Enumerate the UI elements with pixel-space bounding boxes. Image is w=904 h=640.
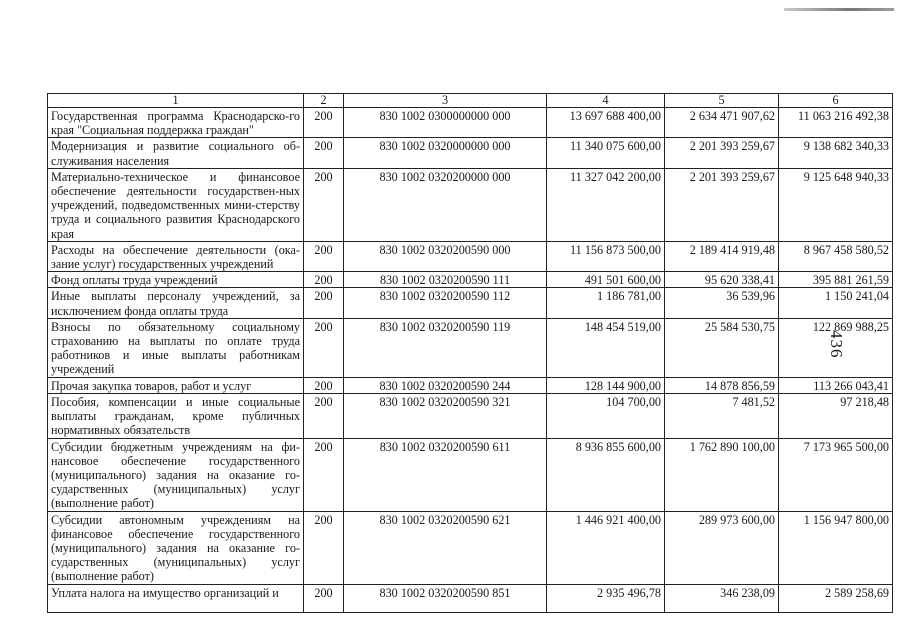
row-col2: 200	[304, 272, 344, 288]
table-row	[48, 584, 893, 612]
row-col2: 200	[304, 394, 344, 439]
row-col2: 200	[304, 288, 344, 318]
table-row	[48, 394, 893, 439]
row-value-5: 14 878 856,59	[665, 377, 779, 393]
row-value-4: 148 454 519,00	[547, 318, 665, 377]
column-header: 2	[304, 94, 344, 108]
row-value-6: 9 125 648 940,33	[779, 168, 893, 241]
row-value-6: 2 589 258,69	[779, 584, 893, 612]
row-col2: 200	[304, 138, 344, 168]
page-number: 436	[827, 330, 846, 359]
row-value-6: 9 138 682 340,33	[779, 138, 893, 168]
row-value-4: 104 700,00	[547, 394, 665, 439]
row-value-4: 11 156 873 500,00	[547, 241, 665, 271]
row-code: 830 1002 0320200590 621	[344, 511, 547, 584]
row-value-4: 2 935 496,78	[547, 584, 665, 612]
table-row	[48, 288, 893, 318]
row-value-5: 25 584 530,75	[665, 318, 779, 377]
row-value-6: 395 881 261,59	[779, 272, 893, 288]
row-code: 830 1002 0320200590 112	[344, 288, 547, 318]
column-header: 6	[779, 94, 893, 108]
row-code: 830 1002 0320200000 000	[344, 168, 547, 241]
row-name: Прочая закупка товаров, работ и услуг	[48, 377, 304, 393]
row-value-5: 1 762 890 100,00	[665, 438, 779, 511]
row-col2: 200	[304, 584, 344, 612]
row-value-4: 128 144 900,00	[547, 377, 665, 393]
row-code: 830 1002 0320200590 000	[344, 241, 547, 271]
row-value-6: 1 156 947 800,00	[779, 511, 893, 584]
row-value-5: 95 620 338,41	[665, 272, 779, 288]
row-code: 830 1002 0320000000 000	[344, 138, 547, 168]
row-col2: 200	[304, 377, 344, 393]
row-name: Субсидии бюджетным учреждениям на фи-нансовое обеспечение государственного (муниципального) задания на оказание го-сударственных (муниципальных) услуг (выполнение работ)	[48, 438, 304, 511]
row-col2: 200	[304, 168, 344, 241]
row-value-5: 2 201 393 259,67	[665, 168, 779, 241]
scan-edge-mark	[784, 8, 894, 11]
table-row	[48, 318, 893, 377]
table-row	[48, 511, 893, 584]
table-row	[48, 438, 893, 511]
row-name: Расходы на обеспечение деятельности (ока-зание услуг) государственных учреждений	[48, 241, 304, 271]
row-value-6: 1 150 241,04	[779, 288, 893, 318]
row-value-5: 36 539,96	[665, 288, 779, 318]
table-row	[48, 377, 893, 393]
column-header: 5	[665, 94, 779, 108]
row-value-5: 2 189 414 919,48	[665, 241, 779, 271]
row-value-6: 7 173 965 500,00	[779, 438, 893, 511]
row-name: Модернизация и развитие социального об-служивания населения	[48, 138, 304, 168]
row-value-6: 11 063 216 492,38	[779, 108, 893, 138]
row-value-5: 7 481,52	[665, 394, 779, 439]
row-value-4: 13 697 688 400,00	[547, 108, 665, 138]
row-col2: 200	[304, 241, 344, 271]
row-name: Иные выплаты персоналу учреждений, за исключением фонда оплаты труда	[48, 288, 304, 318]
row-name: Взносы по обязательному социальному страхованию на выплаты по оплате труда работников и иные выплаты работникам учреждений	[48, 318, 304, 377]
table-row	[48, 272, 893, 288]
row-code: 830 1002 0320200590 111	[344, 272, 547, 288]
column-header: 1	[48, 94, 304, 108]
row-name: Государственная программа Краснодарско-го края "Социальная поддержка граждан"	[48, 108, 304, 138]
row-name: Уплата налога на имущество организаций и	[48, 584, 304, 612]
row-value-4: 1 186 781,00	[547, 288, 665, 318]
row-code: 830 1002 0300000000 000	[344, 108, 547, 138]
row-value-6: 97 218,48	[779, 394, 893, 439]
table-header-row	[48, 94, 893, 108]
row-name: Пособия, компенсации и иные социальные выплаты гражданам, кроме публичных нормативных обязательств	[48, 394, 304, 439]
row-name: Фонд оплаты труда учреждений	[48, 272, 304, 288]
row-name: Материально-техническое и финансовое обеспечение деятельности государствен-ных учреждений, подведомственных мини-стерству труда и социального развития Краснодарского края	[48, 168, 304, 241]
row-value-4: 1 446 921 400,00	[547, 511, 665, 584]
row-col2: 200	[304, 511, 344, 584]
row-value-5: 2 634 471 907,62	[665, 108, 779, 138]
row-code: 830 1002 0320200590 244	[344, 377, 547, 393]
row-value-6: 113 266 043,41	[779, 377, 893, 393]
row-col2: 200	[304, 108, 344, 138]
row-value-4: 11 327 042 200,00	[547, 168, 665, 241]
table-row	[48, 138, 893, 168]
row-code: 830 1002 0320200590 119	[344, 318, 547, 377]
row-col2: 200	[304, 318, 344, 377]
row-value-4: 491 501 600,00	[547, 272, 665, 288]
table-row	[48, 241, 893, 271]
budget-table	[47, 93, 893, 613]
row-code: 830 1002 0320200590 851	[344, 584, 547, 612]
row-col2: 200	[304, 438, 344, 511]
row-code: 830 1002 0320200590 321	[344, 394, 547, 439]
table-row	[48, 168, 893, 241]
row-name: Субсидии автономным учреждениям на финансовое обеспечение государственного (муниципального) задания на оказание го-сударственных (муниципальных) услуг (выполнение работ)	[48, 511, 304, 584]
table-row	[48, 108, 893, 138]
row-value-5: 346 238,09	[665, 584, 779, 612]
row-value-5: 289 973 600,00	[665, 511, 779, 584]
column-header: 4	[547, 94, 665, 108]
row-code: 830 1002 0320200590 611	[344, 438, 547, 511]
row-value-5: 2 201 393 259,67	[665, 138, 779, 168]
row-value-6: 122 869 988,25	[779, 318, 893, 377]
row-value-6: 8 967 458 580,52	[779, 241, 893, 271]
row-value-4: 11 340 075 600,00	[547, 138, 665, 168]
row-value-4: 8 936 855 600,00	[547, 438, 665, 511]
column-header: 3	[344, 94, 547, 108]
